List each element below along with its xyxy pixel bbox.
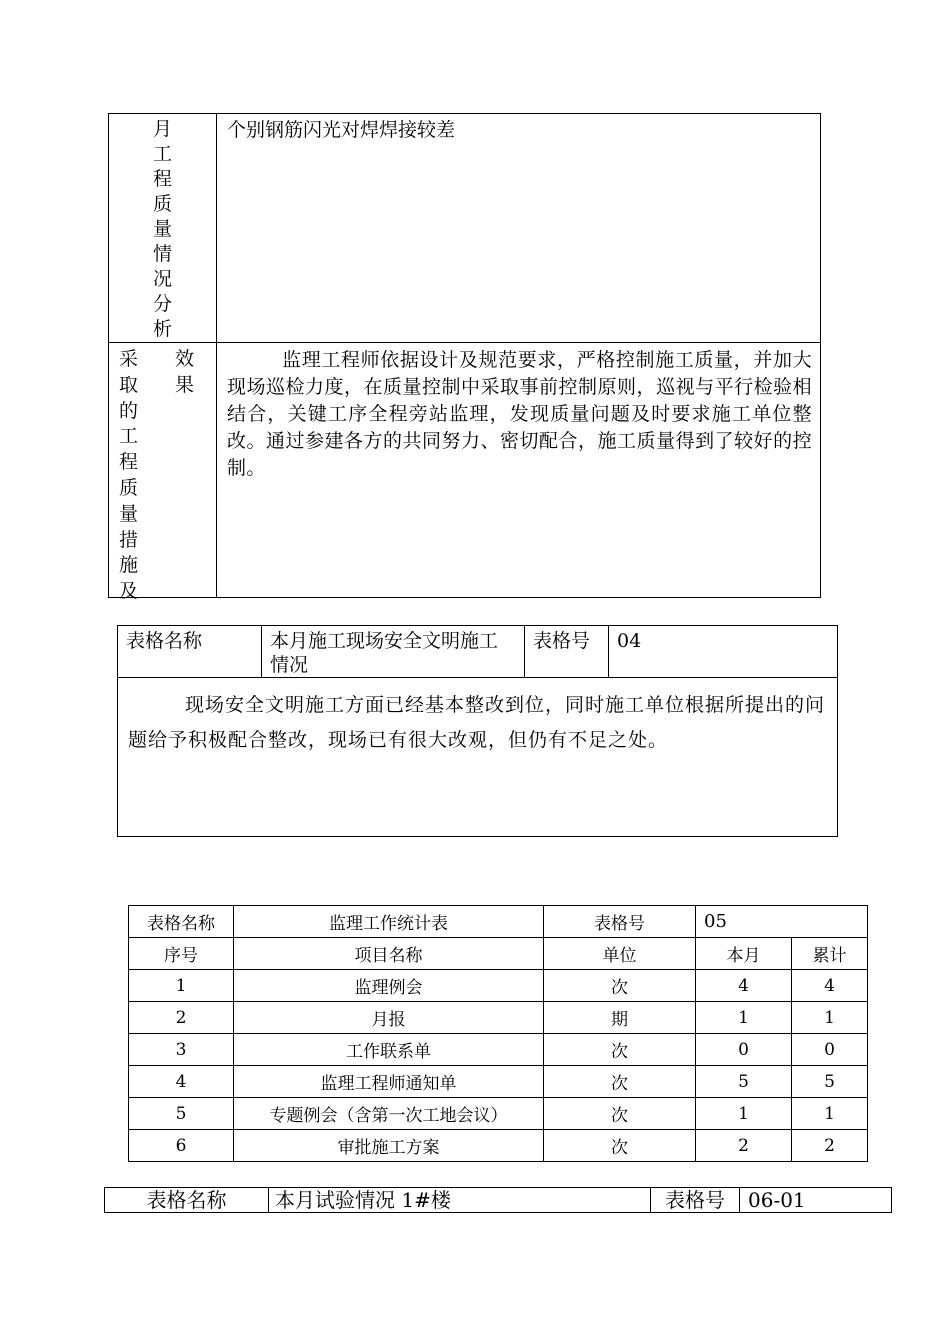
stats-name-value: 监理工作统计表 <box>234 906 544 938</box>
row-cumulative: 0 <box>792 1034 868 1066</box>
safety-body-cell <box>118 678 838 837</box>
measures-label-char: 工 <box>119 425 139 448</box>
row-unit: 次 <box>544 970 696 1002</box>
test-table <box>104 1187 892 1213</box>
stats-table <box>128 905 868 1162</box>
row-cumulative: 1 <box>792 1002 868 1034</box>
stats-no-value: 05 <box>696 906 868 938</box>
row-this-month: 2 <box>696 1130 792 1162</box>
row-this-month: 4 <box>696 970 792 1002</box>
table-row <box>129 1034 868 1066</box>
measures-label-char: 施 <box>119 554 139 577</box>
measures-label-char: 及 <box>119 580 139 603</box>
row-cumulative: 4 <box>792 970 868 1002</box>
quality-analysis-table <box>108 113 821 603</box>
safety-body-text: 现场安全文明施工方面已经基本整改到位，同时施工单位根据所提出的问题给予积极配合整改，现场已有很大改观，但仍有不足之处。 <box>128 694 826 751</box>
analysis-text: 个别钢筋闪光对焊焊接较差 <box>217 114 821 343</box>
row-unit: 次 <box>544 1130 696 1162</box>
test-no-label: 表格号 <box>651 1188 740 1213</box>
analysis-label-char: 月 <box>153 118 173 140</box>
row-index: 3 <box>129 1034 234 1066</box>
row-index: 5 <box>129 1098 234 1130</box>
safety-table <box>117 625 838 837</box>
measures-label-char: 果 <box>175 373 195 396</box>
safety-name-label: 表格名称 <box>118 626 262 678</box>
table-row <box>129 1066 868 1098</box>
header-index: 序号 <box>129 938 234 970</box>
stats-title-row <box>129 906 868 938</box>
measures-label-char: 的 <box>119 399 139 422</box>
analysis-label-char: 程 <box>153 168 173 190</box>
row-cumulative: 2 <box>792 1130 868 1162</box>
analysis-label-char: 况 <box>153 268 173 290</box>
row-index: 4 <box>129 1066 234 1098</box>
measures-label-col2 <box>175 347 194 399</box>
table-row <box>129 1098 868 1130</box>
row-this-month: 5 <box>696 1066 792 1098</box>
analysis-label-char: 分 <box>153 293 173 315</box>
stats-name-label: 表格名称 <box>129 906 234 938</box>
table-row <box>129 1002 868 1034</box>
row-item-name: 监理例会 <box>234 970 544 1002</box>
analysis-label-char: 质 <box>153 193 173 215</box>
table-row <box>129 970 868 1002</box>
measures-label-char: 措 <box>119 528 139 551</box>
row-cumulative: 1 <box>792 1098 868 1130</box>
row-item-name: 工作联系单 <box>234 1034 544 1066</box>
header-this-month: 本月 <box>696 938 792 970</box>
measures-label-char: 程 <box>119 451 139 474</box>
row-this-month: 1 <box>696 1098 792 1130</box>
test-no-value: 06-01 <box>740 1188 892 1213</box>
header-unit: 单位 <box>544 938 696 970</box>
measures-label-char: 量 <box>119 502 139 525</box>
measures-label-char: 采 <box>119 348 139 370</box>
row-unit: 次 <box>544 1098 696 1130</box>
analysis-label-char: 析 <box>153 318 173 340</box>
row-index: 6 <box>129 1130 234 1162</box>
row-item-name: 月报 <box>234 1002 544 1034</box>
analysis-label-char: 工 <box>153 143 173 165</box>
header-item-name: 项目名称 <box>234 938 544 970</box>
test-name-value: 本月试验情况 1#楼 <box>269 1188 651 1213</box>
analysis-label-cell <box>109 114 217 343</box>
row-item-name: 专题例会（含第一次工地会议） <box>234 1098 544 1130</box>
measures-label-char: 取 <box>119 373 139 396</box>
measures-label-cell <box>109 343 217 603</box>
row-index: 2 <box>129 1002 234 1034</box>
safety-no-value: 04 <box>609 626 838 678</box>
row-item-name: 监理工程师通知单 <box>234 1066 544 1098</box>
measures-label-char: 质 <box>119 476 139 499</box>
row-unit: 次 <box>544 1066 696 1098</box>
stats-no-label: 表格号 <box>544 906 696 938</box>
row-unit: 次 <box>544 1034 696 1066</box>
analysis-label-char: 情 <box>153 243 173 265</box>
analysis-label <box>153 114 172 342</box>
safety-no-label: 表格号 <box>525 626 609 678</box>
table-row <box>129 1130 868 1162</box>
row-unit: 期 <box>544 1002 696 1034</box>
row-this-month: 1 <box>696 1002 792 1034</box>
row-cumulative: 5 <box>792 1066 868 1098</box>
stats-header-row <box>129 938 868 970</box>
analysis-label-char: 量 <box>153 218 173 240</box>
row-this-month: 0 <box>696 1034 792 1066</box>
measures-label-col1 <box>119 347 138 605</box>
test-name-label: 表格名称 <box>105 1188 269 1213</box>
measures-label-char: 效 <box>175 348 195 370</box>
measures-text: 监理工程师依据设计及规范要求，严格控制施工质量，并加大现场巡检力度，在质量控制中采取事前控制原则，巡视与平行检验相结合，关键工序全程旁站监理，发现质量问题及时要求施工单位整改。通过参建各方的共同努力、密切配合，施工质量得到了较好的控制。 <box>217 343 821 598</box>
row-item-name: 审批施工方案 <box>234 1130 544 1162</box>
safety-name-value: 本月施工现场安全文明施工情况 <box>262 626 525 678</box>
row-index: 1 <box>129 970 234 1002</box>
header-cumulative: 累计 <box>792 938 868 970</box>
